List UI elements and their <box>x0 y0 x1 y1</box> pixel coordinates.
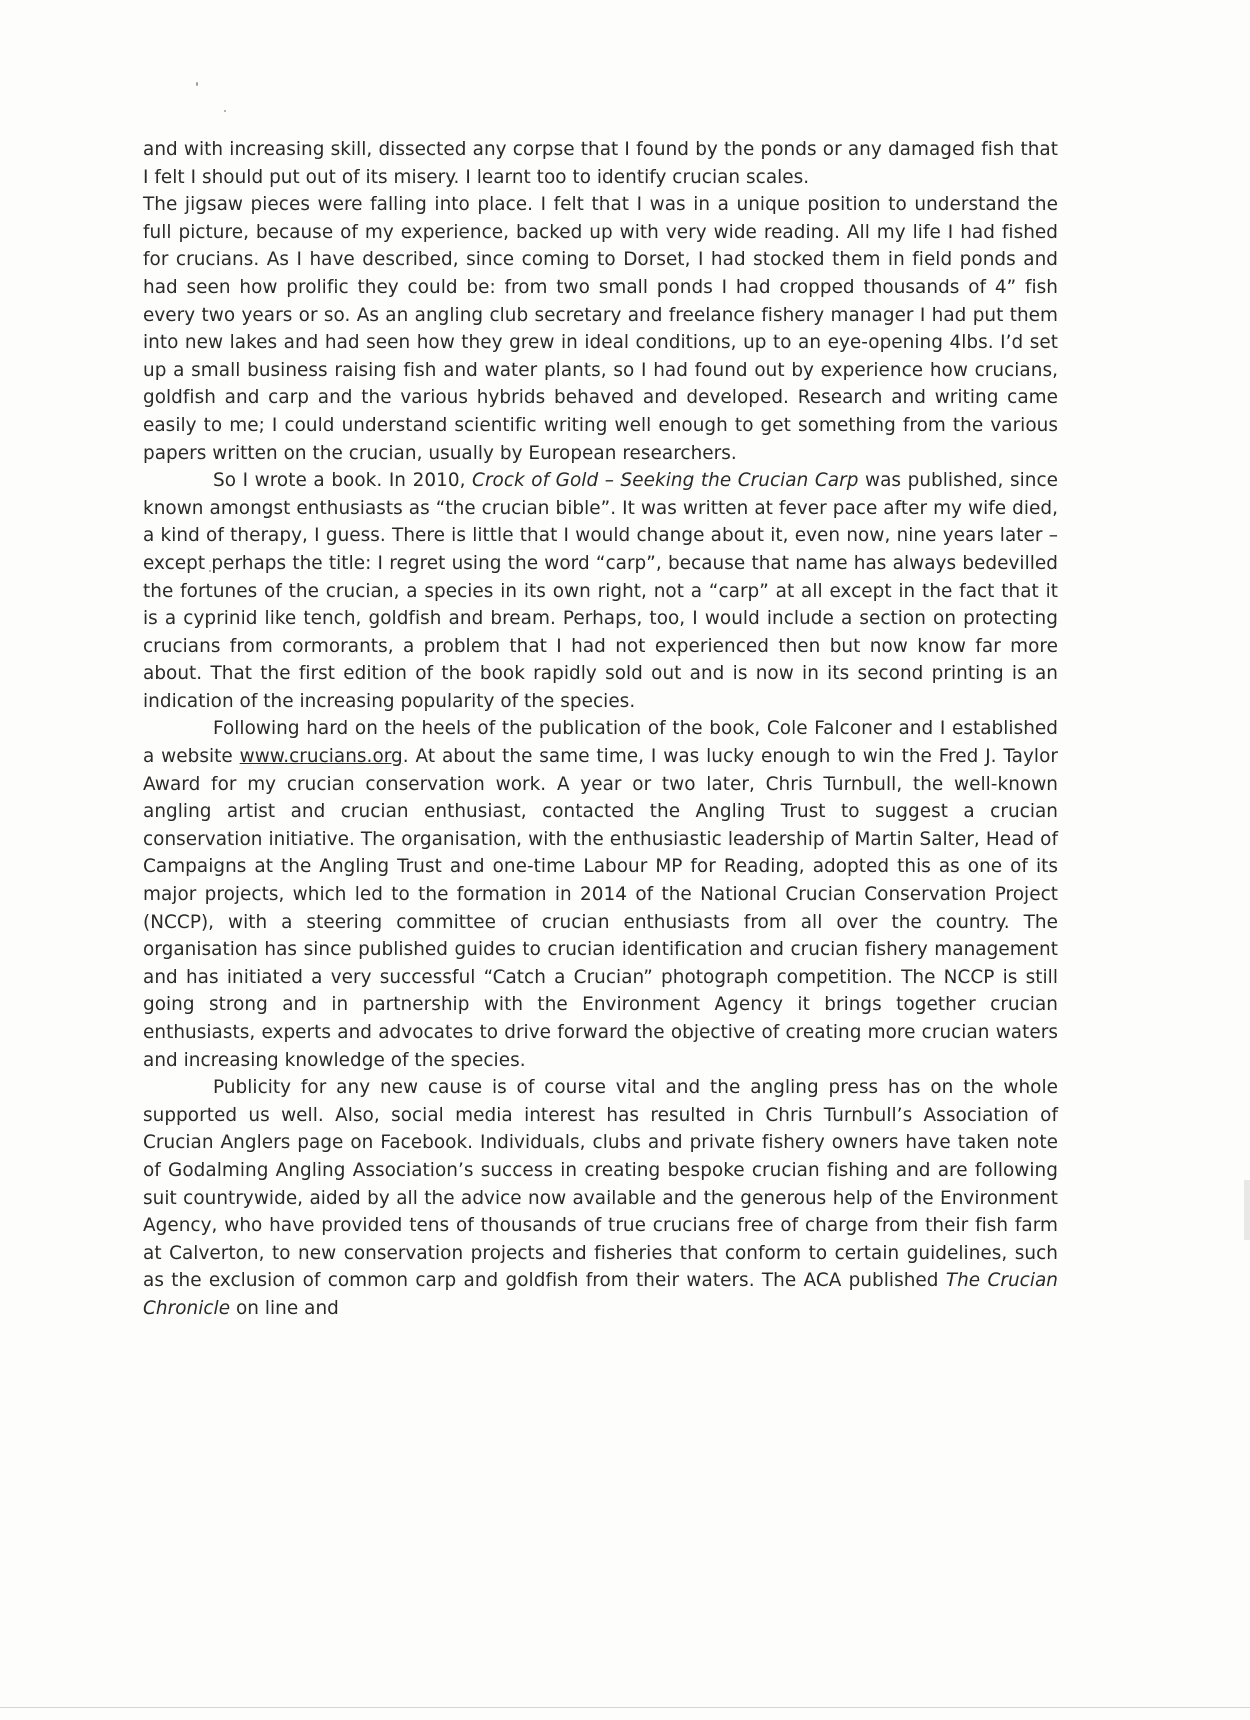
document-body <box>143 136 1058 1323</box>
scan-bottom-edge <box>0 1707 1250 1708</box>
book-title: Crock of Gold – Seeking the Crucian Carp <box>472 470 859 492</box>
scan-speck <box>196 82 198 86</box>
paragraph: The jigsaw pieces were falling into place. I felt that I was in a unique position to understand the full picture, because of my experience, backed up with very wide reading. All my life I had fished for crucians. As I have described, since coming to Dorset, I had stocked them in field ponds and had seen how prolific they could be: from two small ponds I had cropped thousands of 4” fish every two years or so. As an angling club secretary and freelance fishery manager I had put them into new lakes and had seen how they grew in ideal conditions, up to an eye-opening 4lbs. I’d set up a small business raising fish and water plants, so I had found out by experience how crucians, goldfish and carp and the various hybrids behaved and developed. Research and writing came easily to me; I could understand scientific writing well enough to get something from the various papers written on the crucian, usually by European researchers. <box>143 194 1058 464</box>
paragraph-text: was published, since known amongst enthusiasts as “the crucian bible”. It was written at fever pace after my wife died, a kind of therapy, I guess. There is little that I would change about it, even now, nine years later – except perhaps the title: I regret using the word “carp”, because that name has always bedevilled the fortunes of the crucian, a species in its own right, not a “carp” at all except in the fact that it is a cyprinid like tench, goldfish and bream. Perhaps, too, I would include a section on protecting crucians from cormorants, a problem that I had not experienced then but now know far more about. That the first edition of the book rapidly sold out and is now in its second printing is an indication of the increasing popularity of the species. <box>143 470 1059 712</box>
paragraph-text: on line and <box>230 1297 339 1319</box>
paragraph-text: Publicity for any new cause is of course vital and the angling press has on the whole supported us well. Also, social media interest has resulted in Chris Turnbull’s Association of Crucian Anglers page on Facebook. Individuals, clubs and private fishery owners have taken note of Godalming Angling Association’s success in creating bespoke crucian fishing and are following suit countrywide, aided by all the advice now available and the generous help of the Environment Agency, who have provided tens of thousands of true crucians free of charge from their fish farm at Calverton, to new conservation projects and fisheries that conform to certain guidelines, such as the exclusion of common carp and goldfish from their waters. The ACA published <box>143 1077 1058 1292</box>
website-link[interactable]: www.crucians.org <box>239 746 403 768</box>
scan-speck <box>224 110 226 112</box>
paragraph: and with increasing skill, dissected any corpse that I found by the ponds or any damaged fish that I felt I should put out of its misery. I learnt too to identify crucian scales. <box>143 139 1058 188</box>
paragraph <box>143 715 1058 1074</box>
paragraph-text: So I wrote a book. In 2010, <box>213 470 473 492</box>
paragraph-text: . At about the same time, I was lucky enough to win the Fred J. Taylor Award for my crucian conservation work. A year or two later, Chris Turnbull, the well-known angling artist and crucian enthusiast, contacted the Angling Trust to suggest a crucian conservation initiative. The organisation, with the enthusiastic leadership of Martin Salter, Head of Campaigns at the Angling Trust and one-time Labour MP for Reading, adopted this as one of its major projects, which led to the formation in 2014 of the National Crucian Conservation Project (NCCP), with a steering committee of crucian enthusiasts from all over the country. The organisation has since published guides to crucian identification and crucian fishery management and has initiated a very successful “Catch a Crucian” photograph competition. The NCCP is still going strong and in partnership with the Environment Agency it brings together crucian enthusiasts, experts and advocates to drive forward the objective of creating more crucian waters and increasing knowledge of the species. <box>143 746 1058 1071</box>
paragraph <box>143 1074 1058 1322</box>
paragraph <box>143 467 1058 715</box>
publication-title: The Crucian Chronicle <box>143 1270 1059 1319</box>
scan-edge-shadow <box>1244 1180 1250 1240</box>
paragraph-text: Following hard on the heels of the publication of the book, Cole Falconer and I established a website <box>143 718 1058 768</box>
